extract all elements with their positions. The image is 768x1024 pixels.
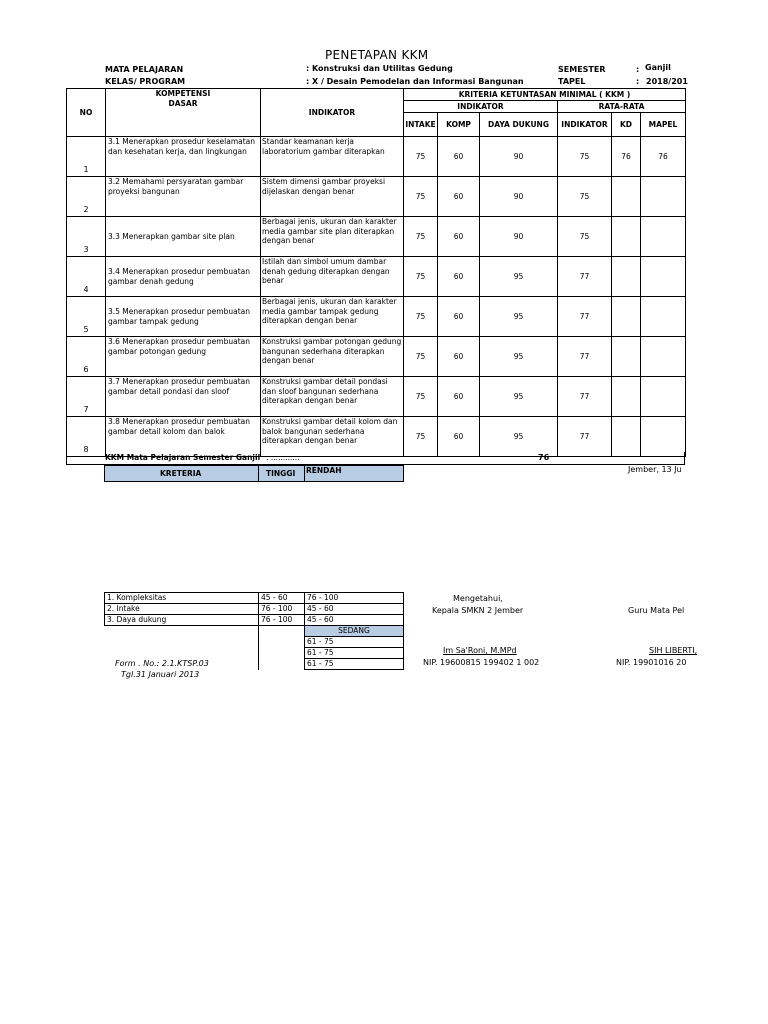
row-rata-indikator: 75 <box>558 177 612 217</box>
criteria-range-a: 76 - 100 <box>259 604 305 615</box>
row-komp: 60 <box>438 337 480 377</box>
row-rata-indikator: 75 <box>558 217 612 257</box>
row-indikator: Konstruksi gambar potongan gedung bangunan sederhana diterapkan dengan benar <box>261 337 404 377</box>
criteria-range-b: 45 - 60 <box>305 604 404 615</box>
row-daya-dukung: 90 <box>480 217 558 257</box>
row-kompetensi: 3.6 Menerapkan prosedur pembuatan gambar potongan gedung <box>106 337 261 377</box>
table-row <box>67 337 686 377</box>
row-indikator: Berbagai jenis, ukuran dan karakter media gambar site plan diterapkan dengan benar <box>261 217 404 257</box>
header-kd-line1: KOMPETENSI <box>155 89 211 98</box>
row-intake: 75 <box>404 297 438 337</box>
form-number: Form . No.: 2.1.KTSP.03 <box>115 659 209 668</box>
row-rata-kd <box>612 177 641 217</box>
row-kompetensi: 3.3 Menerapkan gambar site plan <box>106 217 261 257</box>
criteria-name: 2. Intake <box>105 604 259 615</box>
row-intake: 75 <box>404 257 438 297</box>
row-rata-indikator: 77 <box>558 337 612 377</box>
row-daya-dukung: 90 <box>480 137 558 177</box>
row-komp: 60 <box>438 177 480 217</box>
row-kompetensi: 3.1 Menerapkan prosedur keselamatan dan kesehatan kerja, dan lingkungan <box>106 137 261 177</box>
header-rata-indikator: INDIKATOR <box>558 113 612 137</box>
row-indikator: Konstruksi gambar detail pondasi dan sloof bangunan sederhana diterapkan dengan benar <box>261 377 404 417</box>
row-kompetensi: 3.7 Menerapkan prosedur pembuatan gambar detail pondasi dan sloof <box>106 377 261 417</box>
table-row <box>67 377 686 417</box>
row-intake: 75 <box>404 377 438 417</box>
kelas-value: : X / Desain Pemodelan dan Informasi Bangunan <box>306 77 524 86</box>
row-no: 6 <box>67 337 106 377</box>
header-komp: KOMP <box>438 113 480 137</box>
criteria-range-b: 76 - 100 <box>305 593 404 604</box>
row-rata-kd <box>612 417 641 457</box>
row-komp: 60 <box>438 377 480 417</box>
row-rata-mapel <box>641 417 686 457</box>
header-kompetensi-dasar <box>106 89 261 137</box>
table-row <box>67 177 686 217</box>
guru-nip: NIP. 19901016 20 <box>616 658 687 667</box>
row-daya-dukung: 90 <box>480 177 558 217</box>
mapel-label: MATA PELAJARAN <box>105 65 184 74</box>
mengetahui-text: Mengetahui, <box>453 594 503 603</box>
row-rata-kd <box>612 297 641 337</box>
row-rata-mapel <box>641 297 686 337</box>
row-komp: 60 <box>438 297 480 337</box>
row-no: 5 <box>67 297 106 337</box>
row-indikator: Istilah dan simbol umum dambar denah gedung diterapkan dengan benar <box>261 257 404 297</box>
row-rata-kd <box>612 217 641 257</box>
criteria-name: 1. Kompleksitas <box>105 593 259 604</box>
header-mapel: MAPEL <box>641 113 686 137</box>
tapel-value: 2018/201 <box>646 77 688 86</box>
tinggi-label: TINGGI <box>266 469 296 478</box>
row-intake: 75 <box>404 217 438 257</box>
table-row <box>67 217 686 257</box>
kepala-nip: NIP. 19600815 199402 1 002 <box>423 658 540 667</box>
header-kkm: KRITERIA KETUNTASAN MINIMAL ( KKM ) <box>404 89 686 101</box>
kkm-semester-label: KKM Mata Pelajaran Semester Ganjil <box>105 453 261 462</box>
row-kompetensi: 3.4 Menerapkan prosedur pembuatan gambar denah gedung <box>106 257 261 297</box>
row-intake: 75 <box>404 177 438 217</box>
row-rata-mapel <box>641 257 686 297</box>
sedang-range: 61 - 75 <box>305 637 404 648</box>
header-kd: KD <box>612 113 641 137</box>
row-kompetensi: 3.5 Menerapkan prosedur pembuatan gambar tampak gedung <box>106 297 261 337</box>
kkm-semester-dots: : ............ <box>266 453 300 462</box>
sedang-range: 61 - 75 <box>305 659 404 670</box>
row-kompetensi: 3.2 Memahami persyaratan gambar proyeksi bangunan <box>106 177 261 217</box>
row-intake: 75 <box>404 337 438 377</box>
row-no: 7 <box>67 377 106 417</box>
row-rata-indikator: 75 <box>558 137 612 177</box>
row-no: 8 <box>67 417 106 457</box>
criteria-row <box>105 604 404 615</box>
kkm-table <box>66 88 686 457</box>
kelas-label: KELAS/ PROGRAM <box>105 77 186 86</box>
header-kd-line2: DASAR <box>168 98 198 108</box>
row-daya-dukung: 95 <box>480 417 558 457</box>
row-rata-mapel <box>641 217 686 257</box>
row-rata-kd <box>612 257 641 297</box>
criteria-range-a: 45 - 60 <box>259 593 305 604</box>
kepala-name: Im Sa'Roni, M.MPd <box>443 646 517 655</box>
guru-title: Guru Mata Pel <box>628 606 685 615</box>
row-no: 4 <box>67 257 106 297</box>
row-komp: 60 <box>438 137 480 177</box>
header-daya-dukung: DAYA DUKUNG <box>480 113 558 137</box>
header-rata-rata: RATA-RATA <box>558 101 686 113</box>
semester-colon: : <box>636 65 640 74</box>
criteria-name: 3. Daya dukung <box>105 615 259 626</box>
row-indikator: Standar keamanan kerja laboratorium gambar diterapkan <box>261 137 404 177</box>
row-rata-indikator: 77 <box>558 297 612 337</box>
row-daya-dukung: 95 <box>480 337 558 377</box>
row-rata-mapel: 76 <box>641 137 686 177</box>
row-no: 2 <box>67 177 106 217</box>
criteria-range-a: 76 - 100 <box>259 615 305 626</box>
rendah-label: RENDAH <box>306 466 342 475</box>
header-indikator-group: INDIKATOR <box>404 101 558 113</box>
guru-name: SIH LIBERTI, <box>649 646 698 655</box>
row-rata-kd <box>612 337 641 377</box>
row-komp: 60 <box>438 257 480 297</box>
row-intake: 75 <box>404 137 438 177</box>
row-rata-mapel <box>641 177 686 217</box>
row-kompetensi: 3.8 Menerapkan prosedur pembuatan gambar detail kolom dan balok <box>106 417 261 457</box>
criteria-row <box>105 615 404 626</box>
header-intake: INTAKE <box>404 113 438 137</box>
row-indikator: Konstruksi gambar detail kolom dan balok bangunan sederhana diterapkan dengan benar <box>261 417 404 457</box>
kriteria-label: KRETERIA <box>160 469 202 478</box>
row-daya-dukung: 95 <box>480 377 558 417</box>
table-row <box>67 137 686 177</box>
row-no: 3 <box>67 217 106 257</box>
row-rata-mapel <box>641 337 686 377</box>
criteria-range-b: 45 - 60 <box>305 615 404 626</box>
row-no: 1 <box>67 137 106 177</box>
row-daya-dukung: 95 <box>480 297 558 337</box>
table-row <box>67 417 686 457</box>
row-komp: 60 <box>438 217 480 257</box>
table-row <box>67 257 686 297</box>
row-rata-indikator: 77 <box>558 257 612 297</box>
header-indikator: INDIKATOR <box>261 89 404 137</box>
page-title: PENETAPAN KKM <box>325 48 429 62</box>
semester-label: SEMESTER <box>558 65 606 74</box>
header-no: NO <box>67 89 106 137</box>
row-rata-kd: 76 <box>612 137 641 177</box>
row-komp: 60 <box>438 417 480 457</box>
criteria-row <box>105 593 404 604</box>
place-date: Jember, 13 Ju <box>628 465 682 474</box>
row-indikator: Sistem dimensi gambar proyeksi dijelaskan dengan benar <box>261 177 404 217</box>
mapel-value: : Konstruksi dan Utilitas Gedung <box>306 64 453 73</box>
row-rata-kd <box>612 377 641 417</box>
tapel-colon: : <box>636 77 640 86</box>
row-rata-mapel <box>641 377 686 417</box>
sedang-header: SEDANG <box>305 626 404 637</box>
sedang-range: 61 - 75 <box>305 648 404 659</box>
row-intake: 75 <box>404 417 438 457</box>
tapel-label: TAPEL <box>558 77 586 86</box>
row-daya-dukung: 95 <box>480 257 558 297</box>
semester-value: Ganjil <box>645 63 671 72</box>
form-date: Tgl.31 Januari 2013 <box>121 670 200 679</box>
table-row <box>67 297 686 337</box>
row-rata-indikator: 77 <box>558 417 612 457</box>
kkm-semester-value: 76 <box>538 453 550 462</box>
row-indikator: Berbagai jenis, ukuran dan karakter media gambar tampak gedung diterapkan dengan benar <box>261 297 404 337</box>
row-rata-indikator: 77 <box>558 377 612 417</box>
kepala-title: Kepala SMKN 2 Jember <box>432 606 524 615</box>
